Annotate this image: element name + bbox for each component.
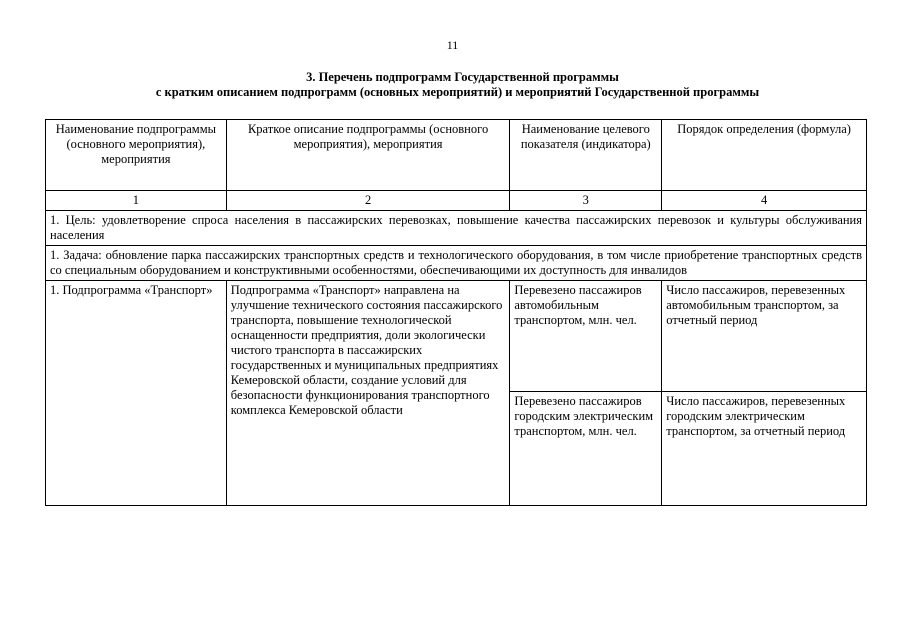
column-number: 1: [46, 191, 227, 211]
column-number: 3: [510, 191, 662, 211]
subprograms-table: [45, 119, 867, 506]
header-cell: Порядок определения (формула): [662, 120, 867, 191]
column-number: 4: [662, 191, 867, 211]
indicator-name-cell: Перевезено пассажиров городским электрическим транспортом, млн. чел.: [510, 392, 662, 506]
indicator-formula-cell: Число пассажиров, перевезенных городским электрическим транспортом, за отчетный период: [662, 392, 867, 506]
subprogram-description-cell: Подпрограмма «Транспорт» направлена на улучшение технического состояния пассажирского транспорта, повышение технологической оснащенности предприятия, доли экологически чистого транспорта в пассажирских государственных и муниципальных предприятиях Кемеровской области, создание условий для безопасности функционирования транспортного комплекса Кемеровской области: [226, 281, 510, 506]
header-cell: Краткое описание подпрограммы (основного мероприятия), мероприятия: [226, 120, 510, 191]
page-title: [0, 70, 905, 100]
header-cell: Наименование целевого показателя (индикатора): [510, 120, 662, 191]
column-number-row: [46, 191, 867, 211]
task-row: [46, 246, 867, 281]
goal-row: [46, 211, 867, 246]
subprogram-name-cell: 1. Подпрограмма «Транспорт»: [46, 281, 227, 506]
title-line-1: 3. Перечень подпрограмм Государственной программы: [306, 70, 619, 84]
indicator-name-cell: Перевезено пассажиров автомобильным транспортом, млн. чел.: [510, 281, 662, 392]
header-cell: Наименование подпрограммы (основного мероприятия), мероприятия: [46, 120, 227, 191]
page-number: 11: [446, 38, 459, 52]
table-header-row: [46, 120, 867, 191]
goal-cell: 1. Цель: удовлетворение спроса населения в пассажирских перевозках, повышение качества пассажирских перевозок и культуры обслуживания населения: [46, 211, 867, 246]
table-row: [46, 281, 867, 392]
task-cell: 1. Задача: обновление парка пассажирских транспортных средств и технологического оборудования, в том числе приобретение транспортных средств со специальным оборудованием и конструктивными особенностями, обеспечивающими их доступность для инвалидов: [46, 246, 867, 281]
title-line-2: с кратким описанием подпрограмм (основных мероприятий) и мероприятий Государственной программы: [155, 85, 760, 99]
indicator-formula-cell: Число пассажиров, перевезенных автомобильным транспортом, за отчетный период: [662, 281, 867, 392]
column-number: 2: [226, 191, 510, 211]
